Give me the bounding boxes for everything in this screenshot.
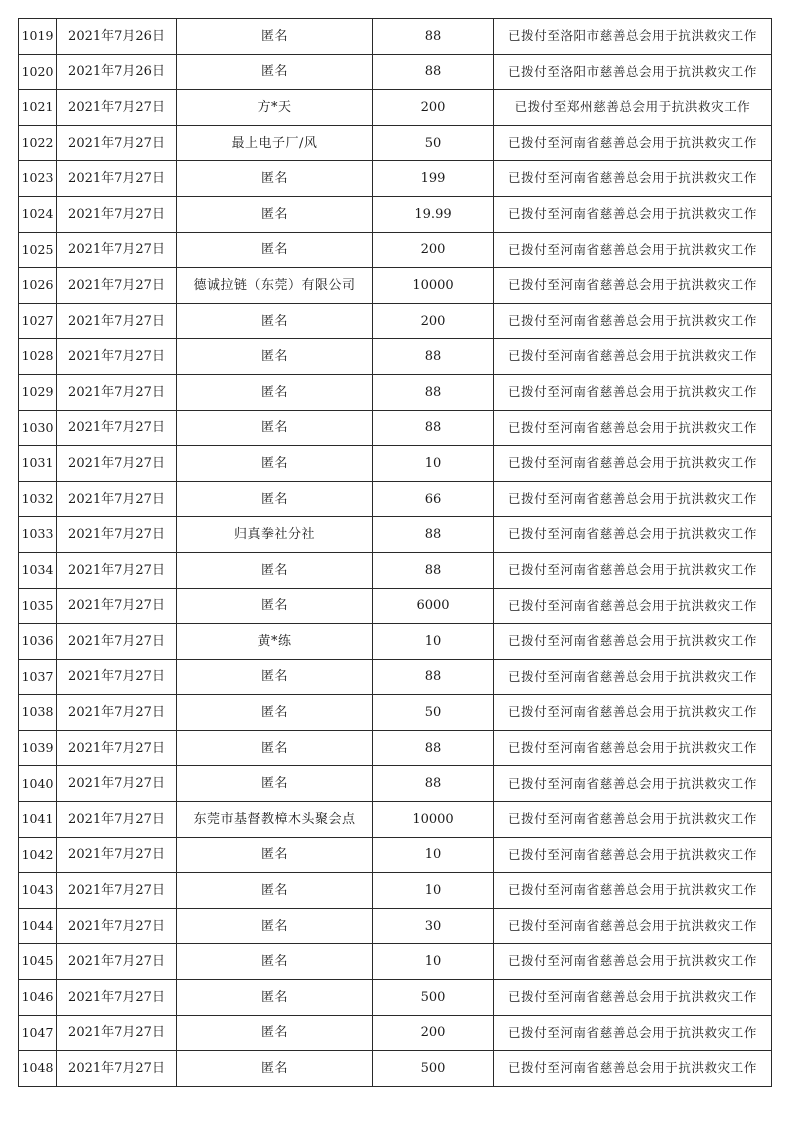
cell-donor-name: 最上电子厂/风 [177, 125, 373, 161]
cell-donor-name: 黄*练 [177, 624, 373, 660]
table-row [19, 232, 772, 268]
cell-amount: 500 [373, 1051, 494, 1087]
table-row [19, 873, 772, 909]
cell-serial-number: 1044 [19, 908, 57, 944]
table-row [19, 339, 772, 375]
cell-note: 已拨付至河南省慈善总会用于抗洪救灾工作 [494, 161, 772, 197]
cell-donor-name: 匿名 [177, 54, 373, 90]
cell-donor-name: 匿名 [177, 196, 373, 232]
cell-donor-name: 匿名 [177, 410, 373, 446]
cell-serial-number: 1046 [19, 980, 57, 1016]
cell-serial-number: 1045 [19, 944, 57, 980]
cell-donor-name: 匿名 [177, 1015, 373, 1051]
cell-donor-name: 匿名 [177, 19, 373, 55]
table-row [19, 125, 772, 161]
cell-note: 已拨付至河南省慈善总会用于抗洪救灾工作 [494, 1051, 772, 1087]
cell-date: 2021年7月27日 [57, 980, 177, 1016]
cell-amount: 88 [373, 54, 494, 90]
cell-date: 2021年7月27日 [57, 303, 177, 339]
cell-donor-name: 东莞市基督教樟木头聚会点 [177, 802, 373, 838]
cell-serial-number: 1041 [19, 802, 57, 838]
cell-donor-name: 匿名 [177, 339, 373, 375]
cell-amount: 10 [373, 944, 494, 980]
cell-note: 已拨付至河南省慈善总会用于抗洪救灾工作 [494, 446, 772, 482]
cell-date: 2021年7月27日 [57, 410, 177, 446]
cell-note: 已拨付至河南省慈善总会用于抗洪救灾工作 [494, 588, 772, 624]
cell-serial-number: 1021 [19, 90, 57, 126]
cell-serial-number: 1048 [19, 1051, 57, 1087]
cell-date: 2021年7月27日 [57, 125, 177, 161]
cell-donor-name: 匿名 [177, 481, 373, 517]
cell-note: 已拨付至洛阳市慈善总会用于抗洪救灾工作 [494, 19, 772, 55]
cell-date: 2021年7月27日 [57, 1051, 177, 1087]
cell-serial-number: 1024 [19, 196, 57, 232]
table-row [19, 303, 772, 339]
cell-serial-number: 1038 [19, 695, 57, 731]
cell-donor-name: 匿名 [177, 161, 373, 197]
cell-amount: 10000 [373, 802, 494, 838]
table-row [19, 374, 772, 410]
cell-note: 已拨付至河南省慈善总会用于抗洪救灾工作 [494, 374, 772, 410]
table-row [19, 837, 772, 873]
table-row [19, 446, 772, 482]
cell-date: 2021年7月26日 [57, 54, 177, 90]
cell-serial-number: 1019 [19, 19, 57, 55]
cell-note: 已拨付至河南省慈善总会用于抗洪救灾工作 [494, 766, 772, 802]
cell-note: 已拨付至河南省慈善总会用于抗洪救灾工作 [494, 125, 772, 161]
table-row [19, 54, 772, 90]
cell-amount: 10 [373, 446, 494, 482]
cell-serial-number: 1032 [19, 481, 57, 517]
cell-donor-name: 匿名 [177, 232, 373, 268]
cell-date: 2021年7月27日 [57, 944, 177, 980]
cell-serial-number: 1029 [19, 374, 57, 410]
table-body [19, 19, 772, 1087]
cell-amount: 6000 [373, 588, 494, 624]
cell-serial-number: 1031 [19, 446, 57, 482]
cell-amount: 10 [373, 873, 494, 909]
cell-note: 已拨付至河南省慈善总会用于抗洪救灾工作 [494, 196, 772, 232]
cell-amount: 88 [373, 659, 494, 695]
cell-serial-number: 1025 [19, 232, 57, 268]
table-row [19, 766, 772, 802]
cell-amount: 200 [373, 303, 494, 339]
cell-amount: 88 [373, 339, 494, 375]
cell-donor-name: 匿名 [177, 552, 373, 588]
table-row [19, 517, 772, 553]
table-row [19, 410, 772, 446]
cell-note: 已拨付至河南省慈善总会用于抗洪救灾工作 [494, 624, 772, 660]
table-row [19, 944, 772, 980]
cell-note: 已拨付至河南省慈善总会用于抗洪救灾工作 [494, 517, 772, 553]
cell-date: 2021年7月27日 [57, 517, 177, 553]
cell-note: 已拨付至河南省慈善总会用于抗洪救灾工作 [494, 730, 772, 766]
cell-serial-number: 1037 [19, 659, 57, 695]
cell-date: 2021年7月27日 [57, 232, 177, 268]
cell-note: 已拨付至河南省慈善总会用于抗洪救灾工作 [494, 1015, 772, 1051]
cell-donor-name: 匿名 [177, 446, 373, 482]
cell-donor-name: 方*天 [177, 90, 373, 126]
cell-serial-number: 1036 [19, 624, 57, 660]
cell-serial-number: 1030 [19, 410, 57, 446]
cell-date: 2021年7月27日 [57, 659, 177, 695]
cell-donor-name: 匿名 [177, 374, 373, 410]
cell-date: 2021年7月27日 [57, 481, 177, 517]
table-row [19, 588, 772, 624]
cell-date: 2021年7月27日 [57, 588, 177, 624]
cell-date: 2021年7月27日 [57, 90, 177, 126]
table-row [19, 980, 772, 1016]
cell-note: 已拨付至河南省慈善总会用于抗洪救灾工作 [494, 552, 772, 588]
cell-serial-number: 1026 [19, 268, 57, 304]
cell-note: 已拨付至河南省慈善总会用于抗洪救灾工作 [494, 837, 772, 873]
cell-amount: 500 [373, 980, 494, 1016]
table-row [19, 1015, 772, 1051]
cell-note: 已拨付至河南省慈善总会用于抗洪救灾工作 [494, 232, 772, 268]
cell-serial-number: 1042 [19, 837, 57, 873]
cell-amount: 19.99 [373, 196, 494, 232]
cell-serial-number: 1027 [19, 303, 57, 339]
cell-donor-name: 匿名 [177, 944, 373, 980]
table-row [19, 481, 772, 517]
cell-serial-number: 1033 [19, 517, 57, 553]
cell-date: 2021年7月27日 [57, 374, 177, 410]
cell-note: 已拨付至河南省慈善总会用于抗洪救灾工作 [494, 908, 772, 944]
cell-serial-number: 1047 [19, 1015, 57, 1051]
cell-serial-number: 1035 [19, 588, 57, 624]
cell-serial-number: 1034 [19, 552, 57, 588]
cell-note: 已拨付至河南省慈善总会用于抗洪救灾工作 [494, 339, 772, 375]
cell-donor-name: 德诚拉链（东莞）有限公司 [177, 268, 373, 304]
cell-note: 已拨付至郑州慈善总会用于抗洪救灾工作 [494, 90, 772, 126]
cell-amount: 88 [373, 410, 494, 446]
table-row [19, 196, 772, 232]
cell-note: 已拨付至河南省慈善总会用于抗洪救灾工作 [494, 268, 772, 304]
cell-donor-name: 匿名 [177, 766, 373, 802]
cell-donor-name: 匿名 [177, 695, 373, 731]
table-row [19, 1051, 772, 1087]
cell-amount: 10 [373, 837, 494, 873]
table-row [19, 730, 772, 766]
cell-serial-number: 1022 [19, 125, 57, 161]
cell-note: 已拨付至河南省慈善总会用于抗洪救灾工作 [494, 980, 772, 1016]
cell-date: 2021年7月27日 [57, 268, 177, 304]
cell-note: 已拨付至河南省慈善总会用于抗洪救灾工作 [494, 944, 772, 980]
cell-donor-name: 匿名 [177, 873, 373, 909]
table-row [19, 19, 772, 55]
cell-amount: 88 [373, 766, 494, 802]
donation-table [18, 18, 772, 1087]
cell-amount: 30 [373, 908, 494, 944]
cell-serial-number: 1023 [19, 161, 57, 197]
cell-date: 2021年7月27日 [57, 802, 177, 838]
cell-amount: 200 [373, 1015, 494, 1051]
cell-amount: 50 [373, 695, 494, 731]
cell-date: 2021年7月27日 [57, 339, 177, 375]
cell-date: 2021年7月27日 [57, 908, 177, 944]
cell-serial-number: 1039 [19, 730, 57, 766]
cell-date: 2021年7月27日 [57, 695, 177, 731]
cell-donor-name: 匿名 [177, 588, 373, 624]
table-row [19, 908, 772, 944]
cell-date: 2021年7月27日 [57, 873, 177, 909]
cell-note: 已拨付至河南省慈善总会用于抗洪救灾工作 [494, 873, 772, 909]
table-row [19, 624, 772, 660]
cell-note: 已拨付至河南省慈善总会用于抗洪救灾工作 [494, 303, 772, 339]
cell-date: 2021年7月27日 [57, 624, 177, 660]
table-row [19, 552, 772, 588]
table-row [19, 268, 772, 304]
cell-note: 已拨付至河南省慈善总会用于抗洪救灾工作 [494, 410, 772, 446]
cell-note: 已拨付至洛阳市慈善总会用于抗洪救灾工作 [494, 54, 772, 90]
cell-date: 2021年7月27日 [57, 730, 177, 766]
cell-date: 2021年7月27日 [57, 837, 177, 873]
cell-serial-number: 1020 [19, 54, 57, 90]
cell-amount: 50 [373, 125, 494, 161]
cell-serial-number: 1043 [19, 873, 57, 909]
cell-date: 2021年7月27日 [57, 196, 177, 232]
cell-date: 2021年7月27日 [57, 161, 177, 197]
cell-note: 已拨付至河南省慈善总会用于抗洪救灾工作 [494, 481, 772, 517]
table-row [19, 161, 772, 197]
cell-amount: 88 [373, 19, 494, 55]
table-row [19, 659, 772, 695]
cell-amount: 10000 [373, 268, 494, 304]
cell-serial-number: 1028 [19, 339, 57, 375]
cell-amount: 88 [373, 730, 494, 766]
cell-note: 已拨付至河南省慈善总会用于抗洪救灾工作 [494, 802, 772, 838]
cell-date: 2021年7月26日 [57, 19, 177, 55]
cell-note: 已拨付至河南省慈善总会用于抗洪救灾工作 [494, 695, 772, 731]
cell-donor-name: 匿名 [177, 837, 373, 873]
cell-amount: 88 [373, 374, 494, 410]
cell-donor-name: 匿名 [177, 303, 373, 339]
table-row [19, 695, 772, 731]
cell-donor-name: 匿名 [177, 659, 373, 695]
cell-date: 2021年7月27日 [57, 1015, 177, 1051]
table-row [19, 90, 772, 126]
cell-amount: 199 [373, 161, 494, 197]
cell-amount: 10 [373, 624, 494, 660]
cell-amount: 200 [373, 90, 494, 126]
cell-date: 2021年7月27日 [57, 552, 177, 588]
cell-amount: 88 [373, 517, 494, 553]
cell-amount: 200 [373, 232, 494, 268]
cell-date: 2021年7月27日 [57, 766, 177, 802]
cell-donor-name: 匿名 [177, 730, 373, 766]
cell-note: 已拨付至河南省慈善总会用于抗洪救灾工作 [494, 659, 772, 695]
cell-amount: 66 [373, 481, 494, 517]
cell-amount: 88 [373, 552, 494, 588]
cell-donor-name: 匿名 [177, 908, 373, 944]
cell-donor-name: 匿名 [177, 1051, 373, 1087]
cell-donor-name: 归真拳社分社 [177, 517, 373, 553]
table-row [19, 802, 772, 838]
cell-donor-name: 匿名 [177, 980, 373, 1016]
cell-serial-number: 1040 [19, 766, 57, 802]
cell-date: 2021年7月27日 [57, 446, 177, 482]
